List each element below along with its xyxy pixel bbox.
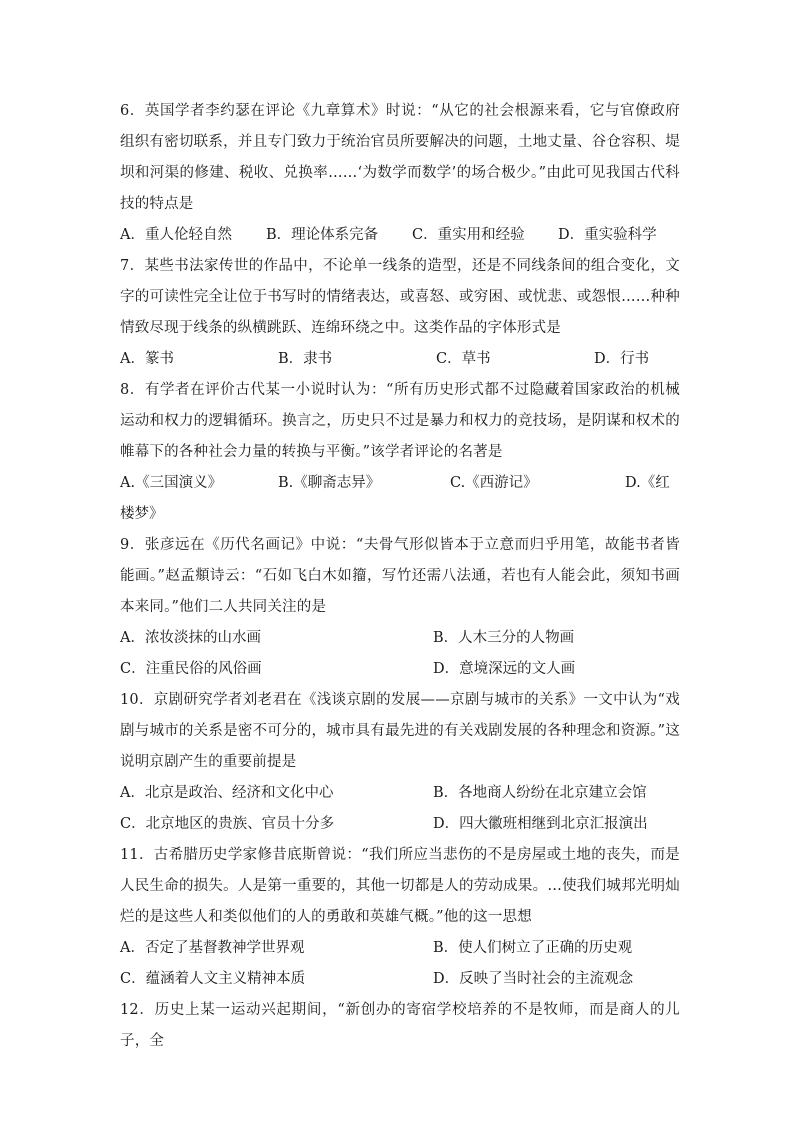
question-11-stem: 11．古希腊历史学家修昔底斯曾说：“我们所应当悲伤的不是房屋或土地的丧失，而是人民生命的损失。人是第一重要的，其他一切都是人的劳动成果。…使我们城邦光明灿烂的是这些人和类似他们的人的勇敢和英雄气概。”他的这一思想 [120,847,680,925]
option-b[interactable]: B．理论体系完备 [266,227,379,243]
question-6-stem: 6．英国学者李约瑟在评论《九章算术》时说：“从它的社会根源来看，它与官僚政府组织有密切联系，并且专门致力于统治官员所要解决的问题，土地丈量、谷仓容积、堤坝和河渠的修建、税收、兑换率……‘为数学而数学’的场合极少。”由此可见我国古代科技的特点是 [120,103,680,212]
option-d[interactable]: D．反映了当时社会的主流观念 [433,971,634,987]
option-a[interactable]: A.《三国演义》 [120,475,223,491]
question-8-stem: 8．有学者在评价古代某一小说时认为：“所有历史形式都不过隐藏着国家政治的机械运动和权力的逻辑循环。换言之，历史只不过是暴力和权力的竞技场，是阴谋和权术的帷幕下的各种社会力量的转换与平衡。”该学者评论的名著是 [120,382,680,460]
option-b[interactable]: B.《聊斋志异》 [278,475,381,491]
option-d[interactable]: D.《红楼梦》 [120,475,670,522]
question-12-stem: 12．历史上某一运动兴起期间，“新创办的寄宿学校培养的不是牧师，而是商人的儿子，全 [120,1002,680,1049]
question-7-stem: 7．某些书法家传世的作品中，不论单一线条的造型，还是不同线条间的组合变化，文字的可读性完全让位于书写时的情绪表达，或喜怒、或穷困、或忧悲、或怨恨……种种情致尽现于线条的纵横跳跃、连绵环绕之中。这类作品的字体形式是 [120,258,680,336]
option-d[interactable]: D．重实验科学 [558,227,657,243]
question-10-stem: 10．京剧研究学者刘老君在《浅谈京剧的发展——京剧与城市的关系》一文中认为“戏剧与城市的关系是密不可分的，城市具有最先进的有关戏剧发展的各种理念和资源。”这说明京剧产生的重要前提是 [120,692,680,770]
option-a[interactable]: A．篆书 [120,351,174,367]
option-c[interactable]: C．北京地区的贵族、官员十分多 [120,816,335,832]
question-6-options [120,220,680,251]
question-9-stem: 9．张彦远在《历代名画记》中说：“夫骨气形似皆本于立意而归乎用笔，故能书者皆能画。”赵孟頫诗云：“石如飞白木如籀，写竹还需八法通，若也有人能会此，须知书画本来同。”他们二人共同关注的是 [120,537,680,615]
option-c[interactable]: C．注重民俗的风俗画 [120,661,262,677]
option-b[interactable]: B．使人们树立了正确的历史观 [433,940,633,956]
option-a[interactable]: A．否定了基督教神学世界观 [120,940,305,956]
question-11-options [120,933,680,995]
option-a[interactable]: A．重人伦轻自然 [120,227,232,243]
question-9-options [120,623,680,685]
option-a[interactable]: A．浓妆淡抹的山水画 [120,630,261,646]
option-b[interactable]: B．人木三分的人物画 [433,630,575,646]
question-10-options [120,778,680,840]
option-a[interactable]: A．北京是政治、经济和文化中心 [120,785,334,801]
option-c[interactable]: C．重实用和经验 [412,227,525,243]
option-d[interactable]: D．意境深远的文人画 [433,661,576,677]
option-b[interactable]: B．隶书 [278,351,333,367]
option-c[interactable]: C．蕴涵着人文主义精神本质 [120,971,306,987]
option-c[interactable]: C.《西游记》 [450,475,538,491]
question-7-options [120,344,680,375]
option-c[interactable]: C．草书 [436,351,491,367]
option-d[interactable]: D．四大徽班相继到北京汇报演出 [433,816,648,832]
option-b[interactable]: B．各地商人纷纷在北京建立会馆 [433,785,647,801]
question-8-options [120,468,680,530]
question-list [120,96,680,1057]
option-d[interactable]: D．行书 [594,351,650,367]
